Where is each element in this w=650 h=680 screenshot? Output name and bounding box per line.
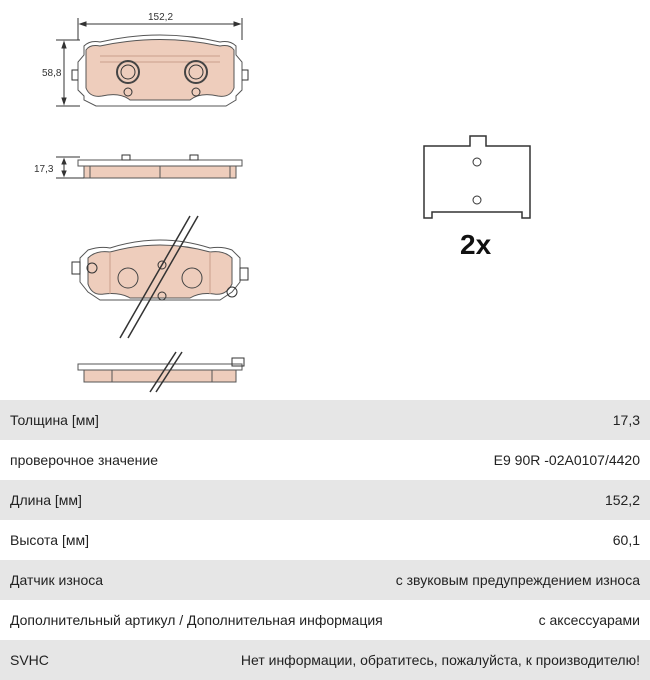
width-dimension-label: 152,2 (148, 12, 174, 23)
spec-row-height (0, 520, 650, 560)
spec-label: Длина [мм] (10, 492, 82, 508)
spec-label: проверочное значение (10, 452, 159, 468)
spec-value: E9 90R -02A0107/4420 (493, 452, 640, 468)
spec-row-test-value (0, 440, 650, 480)
pad-front-view (72, 35, 248, 106)
spec-row-wear-sensor (0, 560, 650, 600)
spec-label: Толщина [мм] (10, 412, 99, 428)
spec-label: Дополнительный артикул / Дополнительная информация (10, 612, 383, 628)
specifications-table (0, 400, 650, 680)
spec-label: Датчик износа (10, 572, 104, 588)
quantity-label: 2x (460, 229, 492, 260)
pad-rear-side-view (78, 352, 244, 392)
thickness-dimension-label: 17,3 (34, 164, 54, 175)
accessory-clip-icon (424, 136, 530, 218)
pad-side-view (78, 155, 242, 178)
spec-value: 17,3 (612, 412, 640, 428)
spec-label: SVHC (10, 652, 49, 668)
spec-row-svhc (0, 640, 650, 680)
spec-row-length (0, 480, 650, 520)
spec-label: Высота [мм] (10, 532, 89, 548)
spec-value: 152,2 (604, 492, 640, 508)
spec-value: с звуковым предупреждением износа (395, 572, 640, 588)
spec-row-additional-info (0, 600, 650, 640)
spec-value: 60,1 (612, 532, 640, 548)
pad-rear-view (72, 216, 248, 338)
height-dimension-label: 58,8 (42, 68, 62, 79)
spec-value: Нет информации, обратитесь, пожалуйста, к производителю! (240, 652, 640, 668)
spec-value: с аксессуарами (538, 612, 640, 628)
spec-row-thickness (0, 400, 650, 440)
